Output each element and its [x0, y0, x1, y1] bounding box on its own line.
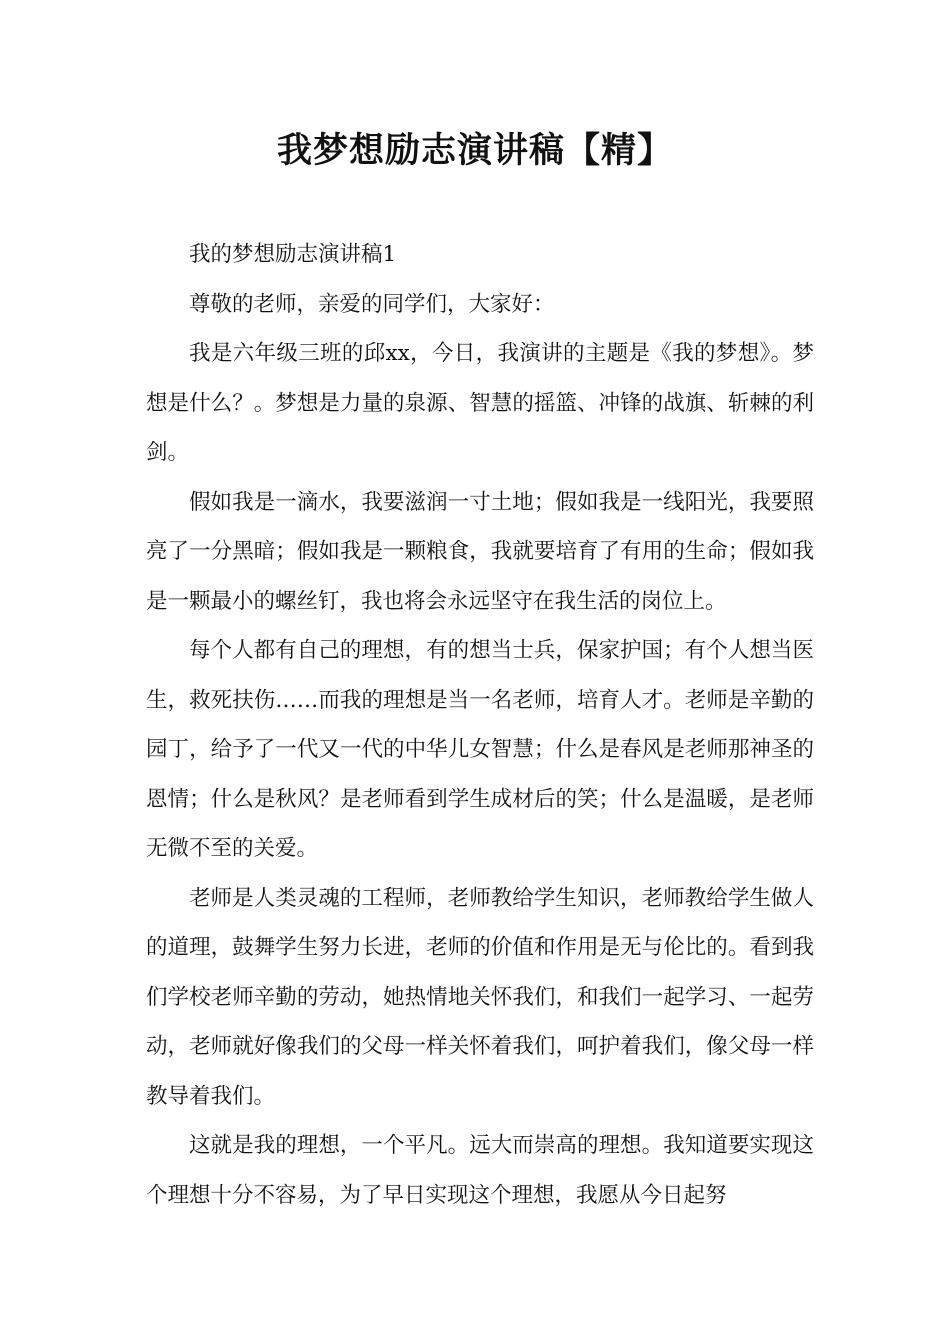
paragraph-heading: 我的梦想励志演讲稿1	[189, 242, 397, 267]
paragraph: 假如我是一滴水，我要滋润一寸土地；假如我是一线阳光，我要照亮了一分黑暗；假如我是一颗粮食，我就要培育了有用的生命；假如我是一颗最小的螺丝钉，我也将会永远坚守在我生活的岗位上。	[146, 489, 814, 614]
paragraph-greeting: 尊敬的老师，亲爱的同学们，大家好：	[189, 291, 555, 317]
document-title: 我梦想励志演讲稿【精】	[276, 130, 673, 171]
paragraph: 每个人都有自己的理想，有的想当士兵，保家护国；有个人想当医生，救死扶伤……而我的理想是当一名老师，培育人才。老师是辛勤的园丁，给予了一代又一代的中华儿女智慧；什么是春风是老师那神圣的恩情；什么是秋风？是老师看到学生成材后的笑；什么是温暖，是老师无微不至的关爱。	[146, 638, 814, 861]
paragraph: 我是六年级三班的邱xx，今日，我演讲的主题是《我的梦想》。梦想是什么？。梦想是力量的泉源、智慧的摇篮、冲锋的战旗、斩棘的利剑。	[146, 341, 814, 465]
paragraph: 这就是我的理想，一个平凡。远大而崇高的理想。我知道要实现这个理想十分不容易，为了早日实现这个理想，我愿从今日起努	[146, 1133, 814, 1208]
document-body	[146, 230, 814, 1220]
paragraph: 老师是人类灵魂的工程师，老师教给学生知识，老师教给学生做人的道理，鼓舞学生努力长进，老师的价值和作用是无与伦比的。看到我们学校老师辛勤的劳动，她热情地关怀我们，和我们一起学习、一起劳动，老师就好像我们的父母一样关怀着我们，呵护着我们，像父母一样教导着我们。	[146, 885, 814, 1109]
